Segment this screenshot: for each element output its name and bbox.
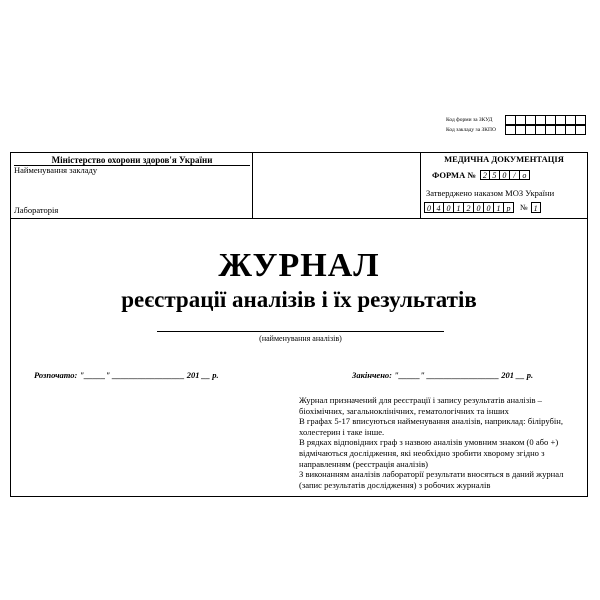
header-divider — [10, 218, 588, 219]
zkud-code-row — [446, 115, 586, 125]
form-label: ФОРМА № — [432, 170, 476, 180]
order-char: 0 — [444, 202, 454, 213]
note-paragraph: В рядках відповідних граф з назвою аналізів умовним знаком (0 або +) відмічаються дослідження, які необхідно зробити хворому згідно з направленням (реєстрація аналізів) — [299, 437, 559, 469]
order-number-char: 1 — [531, 202, 541, 213]
order-number-label: № — [520, 203, 528, 212]
order-char: 4 — [434, 202, 444, 213]
order-year-suffix: р — [504, 202, 514, 213]
note-paragraph: В графах 5-17 вписуються найменування аналізів, наприклад: білірубін, холестерин і таке інше. — [299, 416, 564, 437]
form-number-row — [432, 170, 530, 180]
approved-by-order: Затверджено наказом МОЗ України — [426, 188, 555, 198]
note-paragraph: Журнал призначений для реєстрації і запису результатів аналізів – біохімічних, загальноклінічних, гематологічних та інших — [299, 395, 542, 416]
form-number-cells — [480, 170, 530, 180]
zkpo-code-row — [446, 125, 586, 135]
form-char: 0 — [500, 170, 510, 180]
zkud-label: Код форми за ЗКУД — [446, 117, 493, 123]
order-char: 1 — [454, 202, 464, 213]
zkud-cells — [505, 115, 586, 125]
form-char: 2 — [480, 170, 490, 180]
document-title: ЖУРНАЛ — [218, 247, 380, 284]
ministry-name: Міністерство охорони здоров'я України — [51, 155, 213, 165]
analysis-name-line — [157, 331, 444, 332]
medical-documentation-label: МЕДИЧНА ДОКУМЕНТАЦІЯ — [444, 154, 564, 164]
note-paragraph: З виконанням аналізів лабораторії результати вносяться в даний журнал (запис результатів дослідження) з робочих журналів — [299, 469, 564, 490]
journal-notes — [299, 395, 584, 490]
facility-label: Найменування закладу — [14, 165, 98, 175]
form-char: / — [510, 170, 520, 180]
form-char: о — [520, 170, 530, 180]
order-char: 0 — [424, 202, 434, 213]
header-column-divider-right — [420, 152, 421, 218]
started-date: Розпочато: "_____" _________________ 201 __ р. — [34, 370, 219, 380]
laboratory-label: Лабораторія — [14, 205, 59, 215]
order-char: 2 — [464, 202, 474, 213]
finished-date: Закінчено: "_____" _________________ 201 __ р. — [352, 370, 534, 380]
form-char: 5 — [490, 170, 500, 180]
zkpo-cells — [505, 125, 586, 135]
document-subtitle: реєстрації аналізів і їх результатів — [121, 287, 477, 312]
order-char: 0 — [484, 202, 494, 213]
analysis-name-caption: (найменування аналізів) — [259, 334, 342, 343]
order-date-row — [424, 202, 541, 213]
order-char: 1 — [494, 202, 504, 213]
form-codes — [446, 115, 586, 135]
zkpo-label: Код закладу за ЗКПО — [446, 127, 496, 133]
order-char: 0 — [474, 202, 484, 213]
header-column-divider-left — [252, 152, 253, 218]
